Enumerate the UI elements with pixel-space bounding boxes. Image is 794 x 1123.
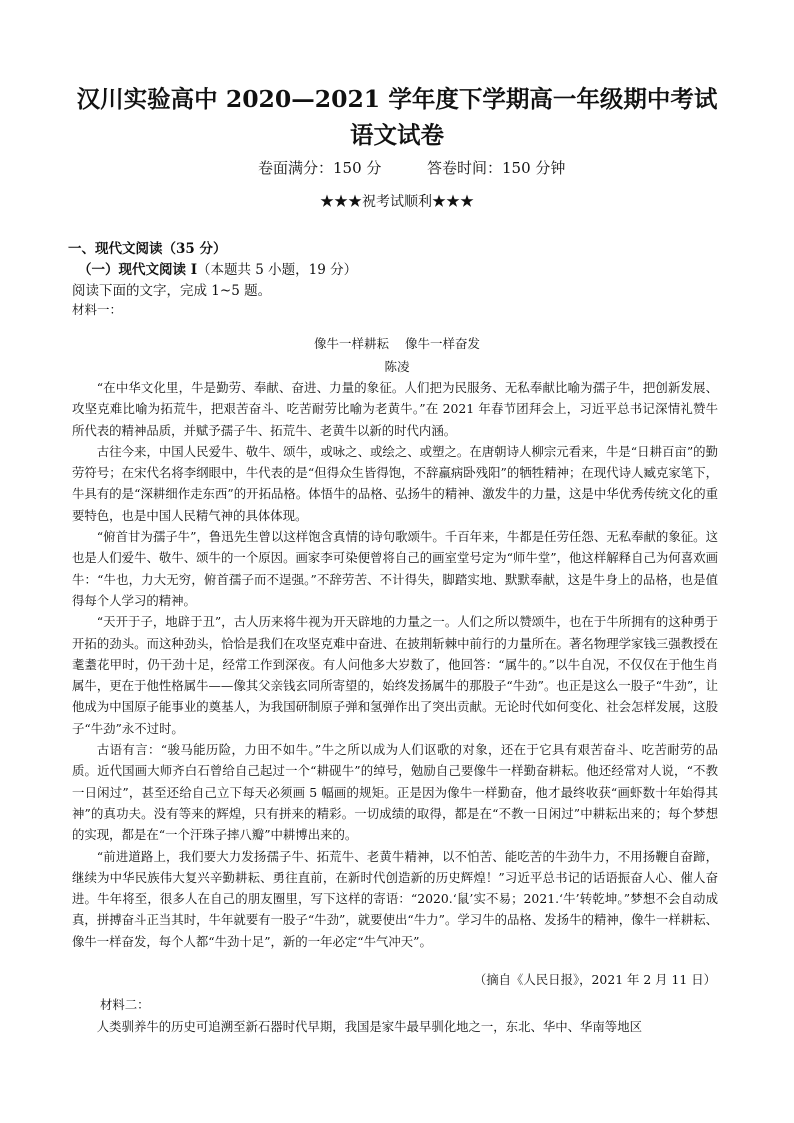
subsection-heading <box>78 258 357 278</box>
subsection-note: （本题共 5 小题，19 分） <box>197 262 358 278</box>
material2-label: 材料二： <box>100 997 150 1012</box>
material1-label: 材料一： <box>72 302 123 317</box>
article-title: 像牛一样耕耘 像牛一样奋发 <box>314 336 480 351</box>
article-paragraph: “在中华文化里，牛是勤劳、奉献、奋进、力量的象征。人们把为民服务、无私奉献比喻为孺子牛，把创新发展、攻坚克难比喻为拓荒牛，把艰苦奋斗、吃苦耐劳比喻为老黄牛。”在 2021 年春节团拜会上，习近平总书记深情礼赞牛所代表的精神品质，并赋予孺子牛、拓荒牛、老黄牛以新的时代内涵。 <box>72 380 718 438</box>
article-source: （摘自《人民日报》，2021 年 2 月 11 日） <box>473 972 716 987</box>
material2-body <box>72 1016 718 1037</box>
article-paragraph: “天开于子，地辟于丑”，古人历来将牛视为开天辟地的力量之一。人们之所以赞颂牛，也在于牛所拥有的这种勇于开拓的劲头。而这种劲头，恰恰是我们在攻坚克难中奋进、在披荆斩棘中前行的力量所在。著名物理学家钱三强教授在耄耋花甲时，仍干劲十足，经常工作到深夜。有人问他多大岁数了，他回答：“属牛的。”以牛自况，不仅仅在于他生肖属牛，更在于他性格属牛——像其父亲钱玄同所寄望的，始终发扬属牛的那股子“牛劲”。也正是这么一股子“牛劲”，让他成为中国原子能事业的奠基人，为我国研制原子弹和氢弹作出了突出贡献。无论时代如何变化、社会怎样发展，这股子“牛劲”永不过时。 <box>72 614 718 736</box>
article-paragraph: 古往今来，中国人民爱牛、敬牛、颂牛，或咏之、或绘之、或塑之。在唐朝诗人柳宗元看来，牛是“日耕百亩”的勤劳符号；在宋代名将李纲眼中，牛代表的是“但得众生皆得饱，不辞羸病卧残阳”的牺牲精神；在现代诗人臧克家笔下，牛具有的是“深耕细作走东西”的开拓品格。体悟牛的品格、弘扬牛的精神、激发牛的力量，这是中华优秀传统文化的重要特色，也是中国人民精气神的具体体现。 <box>72 443 718 523</box>
good-luck-banner: ★★★祝考试顺利★★★ <box>320 194 474 210</box>
exam-subject-title: 语文试卷 <box>350 121 444 149</box>
full-score: 卷面满分：150 分 <box>258 159 382 177</box>
subsection-title: （一）现代文阅读 I <box>78 262 198 278</box>
exam-title: 汉川实验高中 2020—2021 学年度下学期高一年级期中考试 <box>76 85 718 113</box>
exam-time: 答卷时间：150 分钟 <box>427 159 566 177</box>
article-paragraph: “俯首甘为孺子牛”，鲁迅先生曾以这样饱含真情的诗句歌颂牛。千百年来，牛都是任劳任怨、无私奉献的象征。这也是人们爱牛、敬牛、颂牛的一个原因。画家李可染便曾将自己的画室堂号定为“师牛堂”，他这样解释自己为何喜欢画牛：“牛也，力大无穷，俯首孺子而不逞强。”不辞劳苦、不计得失，脚踏实地、默默奉献，这是牛身上的品格，也是值得每个人学习的精神。 <box>72 529 718 608</box>
article-paragraph: 古语有言：“骏马能历险，力田不如牛。”牛之所以成为人们讴歌的对象，还在于它具有艰苦奋斗、吃苦耐劳的品质。近代国画大师齐白石曾给自己起过一个“耕砚牛”的绰号，勉励自己要像牛一样勤奋耕耘。他还经常对人说，“不教一日闲过”，甚至还给自己立下每天必须画 5 幅画的规矩。正是因为像牛一样勤奋，他才最终收获“画虾数十年始得其神”的真功夫。没有等来的辉煌，只有拼来的精彩。一切成绩的取得，都是在“不教一日闲过”中耕耘出来的；每个梦想的实现，都是在“一个汗珠子摔八瓣”中耕博出来的。 <box>72 742 718 843</box>
article-paragraph: “前进道路上，我们要大力发扬孺子牛、拓荒牛、老黄牛精神，以不怕苦、能吃苦的牛劲牛力，不用扬鞭自奋蹄，继续为中华民族伟大复兴辛勤耕耘、勇往直前，在新时代创造新的历史辉煌！”习近平总书记的话语振奋人心、催人奋进。牛年将至，很多人在自己的朋友圈里，写下这样的寄语：“2020.‘鼠’实不易；2021.‘牛’转乾坤。”梦想不会自动成真，拼搏奋斗正当其时，牛年就要有一股子“牛劲”，就要使出“牛力”。学习牛的品格、发扬牛的精神，像牛一样耕耘、像牛一样奋发，每个人都“牛劲十足”，新的一年必定“牛气冲天”。 <box>72 848 718 949</box>
article-body <box>72 377 718 952</box>
section-heading: 一、现代文阅读（35 分） <box>68 241 227 257</box>
reading-instruction: 阅读下面的文字，完成 1~5 题。 <box>72 283 272 299</box>
article-author: 陈凌 <box>384 359 410 374</box>
material2-paragraph: 人类驯养牛的历史可追溯至新石器时代早期，我国是家牛最早驯化地之一，东北、华中、华南等地区 <box>96 1019 642 1034</box>
